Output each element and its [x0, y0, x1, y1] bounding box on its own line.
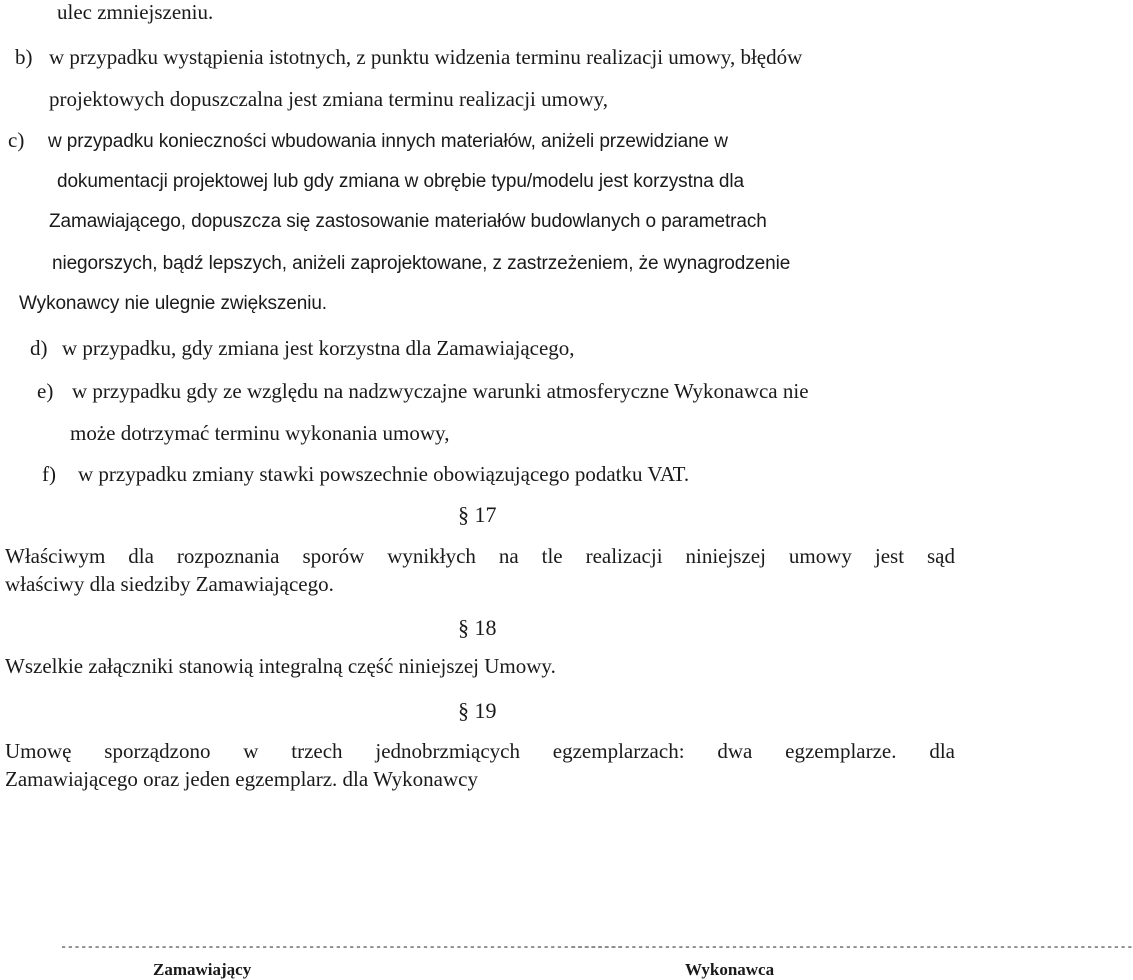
list-item-text: w przypadku, gdy zmiana jest korzystna dla Zamawiającego, — [62, 336, 575, 360]
signature-label-zamawiajacy: Zamawiający — [153, 960, 252, 979]
list-item-text: w przypadku gdy ze względu na nadzwyczajne warunki atmosferyczne Wykonawca nie — [72, 379, 809, 403]
section-19-line2: Zamawiającego oraz jeden egzemplarz. dla Wykonawcy — [5, 767, 478, 791]
signature-label-wykonawca: Wykonawca — [685, 960, 775, 979]
list-item-e — [37, 381, 809, 402]
section-17-line1: Właściwym dla rozpoznania sporów wynikłych na tle realizacji niniejszej umowy jest sąd — [5, 544, 955, 568]
list-item-d — [30, 338, 575, 359]
section-heading-19: § 19 — [458, 698, 497, 723]
list-item-b-continuation: projektowych dopuszczalna jest zmiana terminu realizacji umowy, — [49, 87, 609, 111]
signature-line-left: ------------------------------------------------------------------------------------ — [60, 940, 623, 954]
list-item-f — [42, 464, 689, 485]
list-marker: f) — [42, 462, 56, 486]
list-marker: b) — [15, 45, 33, 69]
section-19-line1: Umowę sporządzono w trzech jednobrzmiących egzemplarzach: dwa egzemplarze. dla — [5, 739, 955, 763]
section-18-line1: Wszelkie załączniki stanowią integralną część niniejszej Umowy. — [5, 654, 556, 678]
list-item-text: w przypadku konieczności wbudowania innych materiałów, aniżeli przewidziane w — [48, 131, 728, 152]
list-item-e-continuation: może dotrzymać terminu wykonania umowy, — [70, 421, 450, 445]
list-item-c — [8, 130, 728, 151]
list-item-c-line2: dokumentacji projektowej lub gdy zmiana w obrębie typu/modelu jest korzystna dla — [57, 171, 744, 192]
list-item-text: w przypadku zmiany stawki powszechnie obowiązującego podatku VAT. — [78, 462, 690, 486]
list-marker: c) — [8, 128, 25, 152]
section-heading-17: § 17 — [458, 502, 497, 527]
list-item-b — [15, 47, 802, 68]
list-item-text: w przypadku wystąpienia istotnych, z punktu widzenia terminu realizacji umowy, błędów — [49, 45, 803, 69]
paragraph-continuation: ulec zmniejszeniu. — [57, 0, 214, 24]
list-marker: d) — [30, 336, 48, 360]
list-item-c-line5: Wykonawcy nie ulegnie zwiększeniu. — [19, 293, 327, 314]
section-heading-18: § 18 — [458, 615, 497, 640]
signature-line-right: ------------------------------------------------------------------------------------ — [570, 940, 1133, 954]
list-item-c-line4: niegorszych, bądź lepszych, aniżeli zaprojektowane, z zastrzeżeniem, że wynagrodzenie — [52, 253, 791, 274]
list-marker: e) — [37, 379, 54, 403]
list-item-c-line3: Zamawiającego, dopuszcza się zastosowanie materiałów budowlanych o parametrach — [49, 211, 767, 232]
section-17-line2: właściwy dla siedziby Zamawiającego. — [5, 572, 334, 596]
